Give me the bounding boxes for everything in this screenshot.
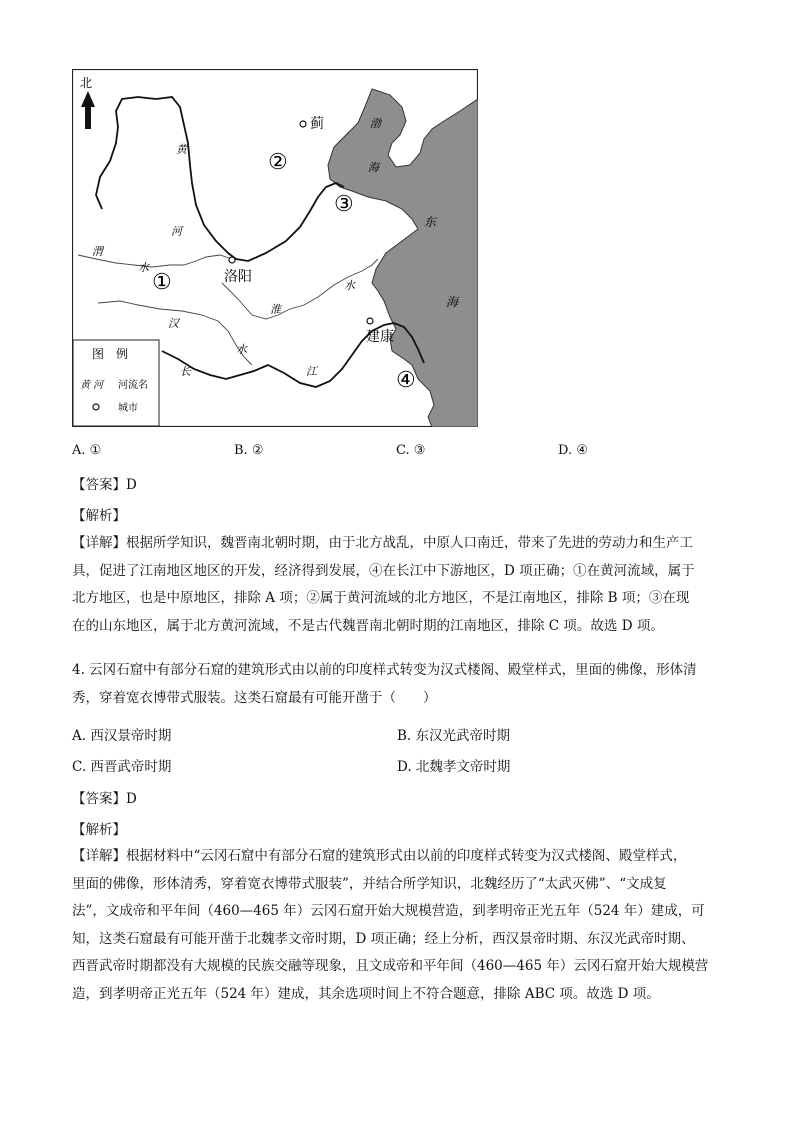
label-he: 河	[171, 225, 182, 238]
marker-2: ②	[268, 150, 288, 175]
north-label: 北	[80, 76, 93, 90]
label-shui-huai: 水	[344, 279, 355, 292]
city-jiankang-dot	[367, 318, 373, 324]
label-dong: 东	[424, 215, 437, 229]
label-hai-donghai: 海	[446, 295, 459, 309]
q4-option-a[interactable]: A. 西汉景帝时期	[72, 728, 172, 744]
label-shui-han: 水	[236, 343, 247, 356]
q3-option-d[interactable]: D. ④	[558, 443, 588, 458]
legend-river-sample: 黄 河	[80, 380, 104, 391]
city-ji-dot	[300, 121, 306, 127]
q4-detail	[72, 843, 722, 1008]
label-shui-wei: 水	[138, 261, 149, 274]
label-huai: 淮	[270, 303, 281, 316]
q4-option-b[interactable]: B. 东汉光武帝时期	[397, 728, 511, 744]
q3-detail-line: 北方地区，也是中原地区，排除 A 项；②属于黄河流域的北方地区，不是江南地区，排除 B 项；③在现	[72, 590, 690, 606]
q3-option-b[interactable]: B. ②	[234, 443, 264, 458]
label-chang: 长	[180, 365, 191, 378]
legend-city-label: 城市	[118, 403, 138, 414]
q3-analysis-title: 【解析】	[72, 508, 126, 524]
label-bo: 渤	[370, 117, 381, 130]
label-hai-bohai: 海	[368, 161, 379, 174]
label-jiankang: 建康	[366, 329, 394, 345]
label-han: 汉	[168, 317, 179, 330]
marker-3: ③	[334, 192, 354, 217]
q4-detail-line: 里面的佛像，形体清秀，穿着宽衣博带式服装”，并结合所学知识，北魏经历了“太武灭佛”、“文成复	[72, 875, 667, 892]
q3-detail-line: 具，促进了江南地区地区的开发，经济得到发展，④在长江中下游地区，D 项正确；①在黄河流域，属于	[72, 562, 695, 579]
map-legend	[73, 340, 159, 426]
q3-detail-line: 【详解】根据所学知识，魏晋南北朝时期，由于北方战乱，中原人口南迁，带来了先进的劳动力和生产工	[72, 535, 693, 551]
label-jiang: 江	[306, 365, 317, 378]
q4-detail-line: 造，到孝明帝正光五年（524 年）建成，其余选项时间上不符合题意，排除 ABC 项。故选 D 项。	[72, 985, 660, 1002]
city-luoyang-dot	[229, 257, 235, 263]
legend-city-icon	[93, 404, 99, 410]
marker-1: ①	[152, 270, 172, 295]
legend-river-label: 河流名	[118, 380, 148, 391]
q4-detail-line: 西晋武帝时期都没有大规模的民族交融等现象，且文成帝和平年间（460—465 年）云冈石窟开始大规模营	[72, 958, 709, 974]
label-luoyang: 洛阳	[224, 269, 252, 285]
q3-detail-line: 在的山东地区，属于北方黄河流域，不是古代魏晋南北朝时期的江南地区，排除 C 项。故选 D 项。	[72, 617, 664, 634]
label-huang: 黄	[176, 143, 187, 156]
q4-detail-line: 【详解】根据材料中“云冈石窟中有部分石窟的建筑形式由以前的印度样式转变为汉式楼阁、殿堂样式，	[72, 848, 687, 864]
history-map	[72, 69, 478, 427]
q4-answer: 【答案】D	[72, 791, 137, 807]
q4-detail-line: 知，这类石窟最有可能开凿于北魏孝文帝时期，D 项正确；经上分析，西汉景帝时期、东汉光武帝时期、	[72, 930, 695, 947]
q3-answer: 【答案】D	[72, 477, 137, 493]
q4-stem-line: 4. 云冈石窟中有部分石窟的建筑形式由以前的印度样式转变为汉式楼阁、殿堂样式，里面的佛像，形体清	[72, 662, 697, 678]
q3-options	[72, 443, 732, 463]
q4-analysis-title: 【解析】	[72, 822, 126, 838]
q3-option-c[interactable]: C. ③	[396, 443, 426, 458]
q4-option-d[interactable]: D. 北魏孝文帝时期	[397, 759, 511, 775]
q4-stem	[72, 657, 722, 712]
q4-detail-line: 法”，文成帝和平年间（460—465 年）云冈石窟开始大规模营造，到孝明帝正光五年（524 年）建成，可	[72, 903, 705, 919]
q3-detail	[72, 530, 722, 640]
legend-title: 图 例	[92, 347, 129, 361]
q3-option-a[interactable]: A. ①	[72, 443, 102, 458]
q4-option-c[interactable]: C. 西晋武帝时期	[72, 759, 172, 775]
q4-stem-line: 秀，穿着宽衣博带式服装。这类石窟最有可能开凿于（ ）	[72, 689, 437, 706]
label-wei: 渭	[92, 245, 103, 258]
marker-4: ④	[396, 368, 416, 393]
label-ji: 蓟	[310, 116, 324, 132]
